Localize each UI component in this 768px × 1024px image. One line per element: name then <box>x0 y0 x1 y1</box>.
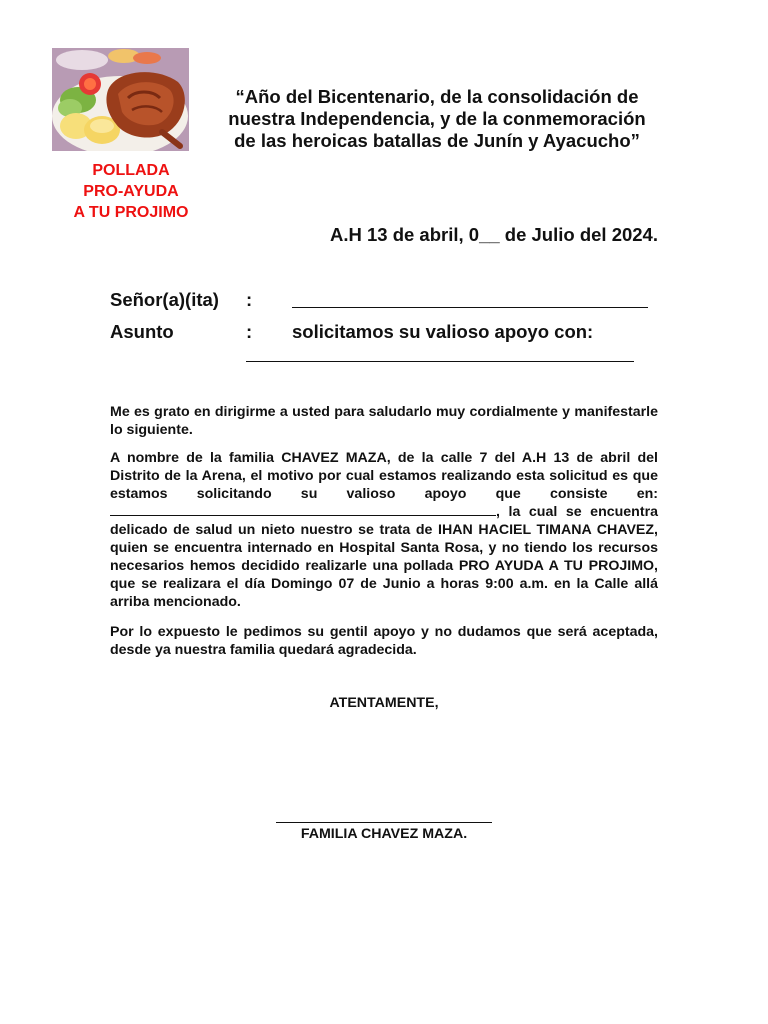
subject-label: Asunto <box>110 321 174 342</box>
pollada-food-photo <box>52 48 189 151</box>
closing-salutation: ATENTAMENTE, <box>329 695 439 711</box>
body-request-part-1: A nombre de la familia CHAVEZ MAZA, de la calle 7 del A.H 13 de abril del Distrito de la Arena, el motivo por cual estamos realizando esta solicitud es que estamos solicitando su valioso apoyo que consiste en: <box>110 450 658 502</box>
body-paragraph-closing: Por lo expuesto le pedimos su gentil apoyo y no dudamos que será aceptada, desde ya nuestra familia quedará agradecida. <box>110 624 658 658</box>
recipient-colon: : <box>246 289 253 310</box>
body-request-blank-line <box>110 503 496 516</box>
recipient-blank-line <box>292 307 648 308</box>
flyer-title <box>52 160 210 223</box>
body-paragraph-greeting: Me es grato en dirigirme a usted para saludarlo muy cordialmente y manifestarle lo siguiente. <box>110 404 658 438</box>
flyer-title-line-2: PRO-AYUDA <box>83 183 179 200</box>
signature-line <box>276 822 492 823</box>
signature-name: FAMILIA CHAVEZ MAZA. <box>300 826 468 842</box>
subject-value: solicitamos su valioso apoyo con: <box>292 321 594 342</box>
year-motto-line-2: nuestra Independencia, y de la conmemoración <box>228 108 646 129</box>
recipient-label: Señor(a)(ita) <box>110 289 219 310</box>
place-date: A.H 13 de abril, 0__ de Julio del 2024. <box>329 224 658 245</box>
subject-colon: : <box>246 321 253 342</box>
year-motto-line-1: “Año del Bicentenario, de la consolidación de <box>235 86 639 107</box>
year-motto <box>212 86 662 152</box>
flyer-title-line-3: A TU PROJIMO <box>73 204 189 221</box>
body-request-part-2: , la cual se encuentra delicado de salud un nieto nuestro se trata de IHAN HACIEL TIMANA CHAVEZ, quien se encuentra internado en Hospital Santa Rosa, y no tiendo los recursos necesarios hemos decidido realizarle una pollada PRO AYUDA A TU PROJIMO, que se realizara el día Domingo 07 de Junio a horas 9:00 a.m. en la Calle allá arriba mencionado. <box>110 504 658 610</box>
flyer-title-line-1: POLLADA <box>92 162 170 179</box>
year-motto-line-3: de las heroicas batallas de Junín y Ayacucho” <box>234 130 640 151</box>
body-paragraph-request <box>110 449 658 611</box>
subject-blank-line <box>246 361 634 362</box>
